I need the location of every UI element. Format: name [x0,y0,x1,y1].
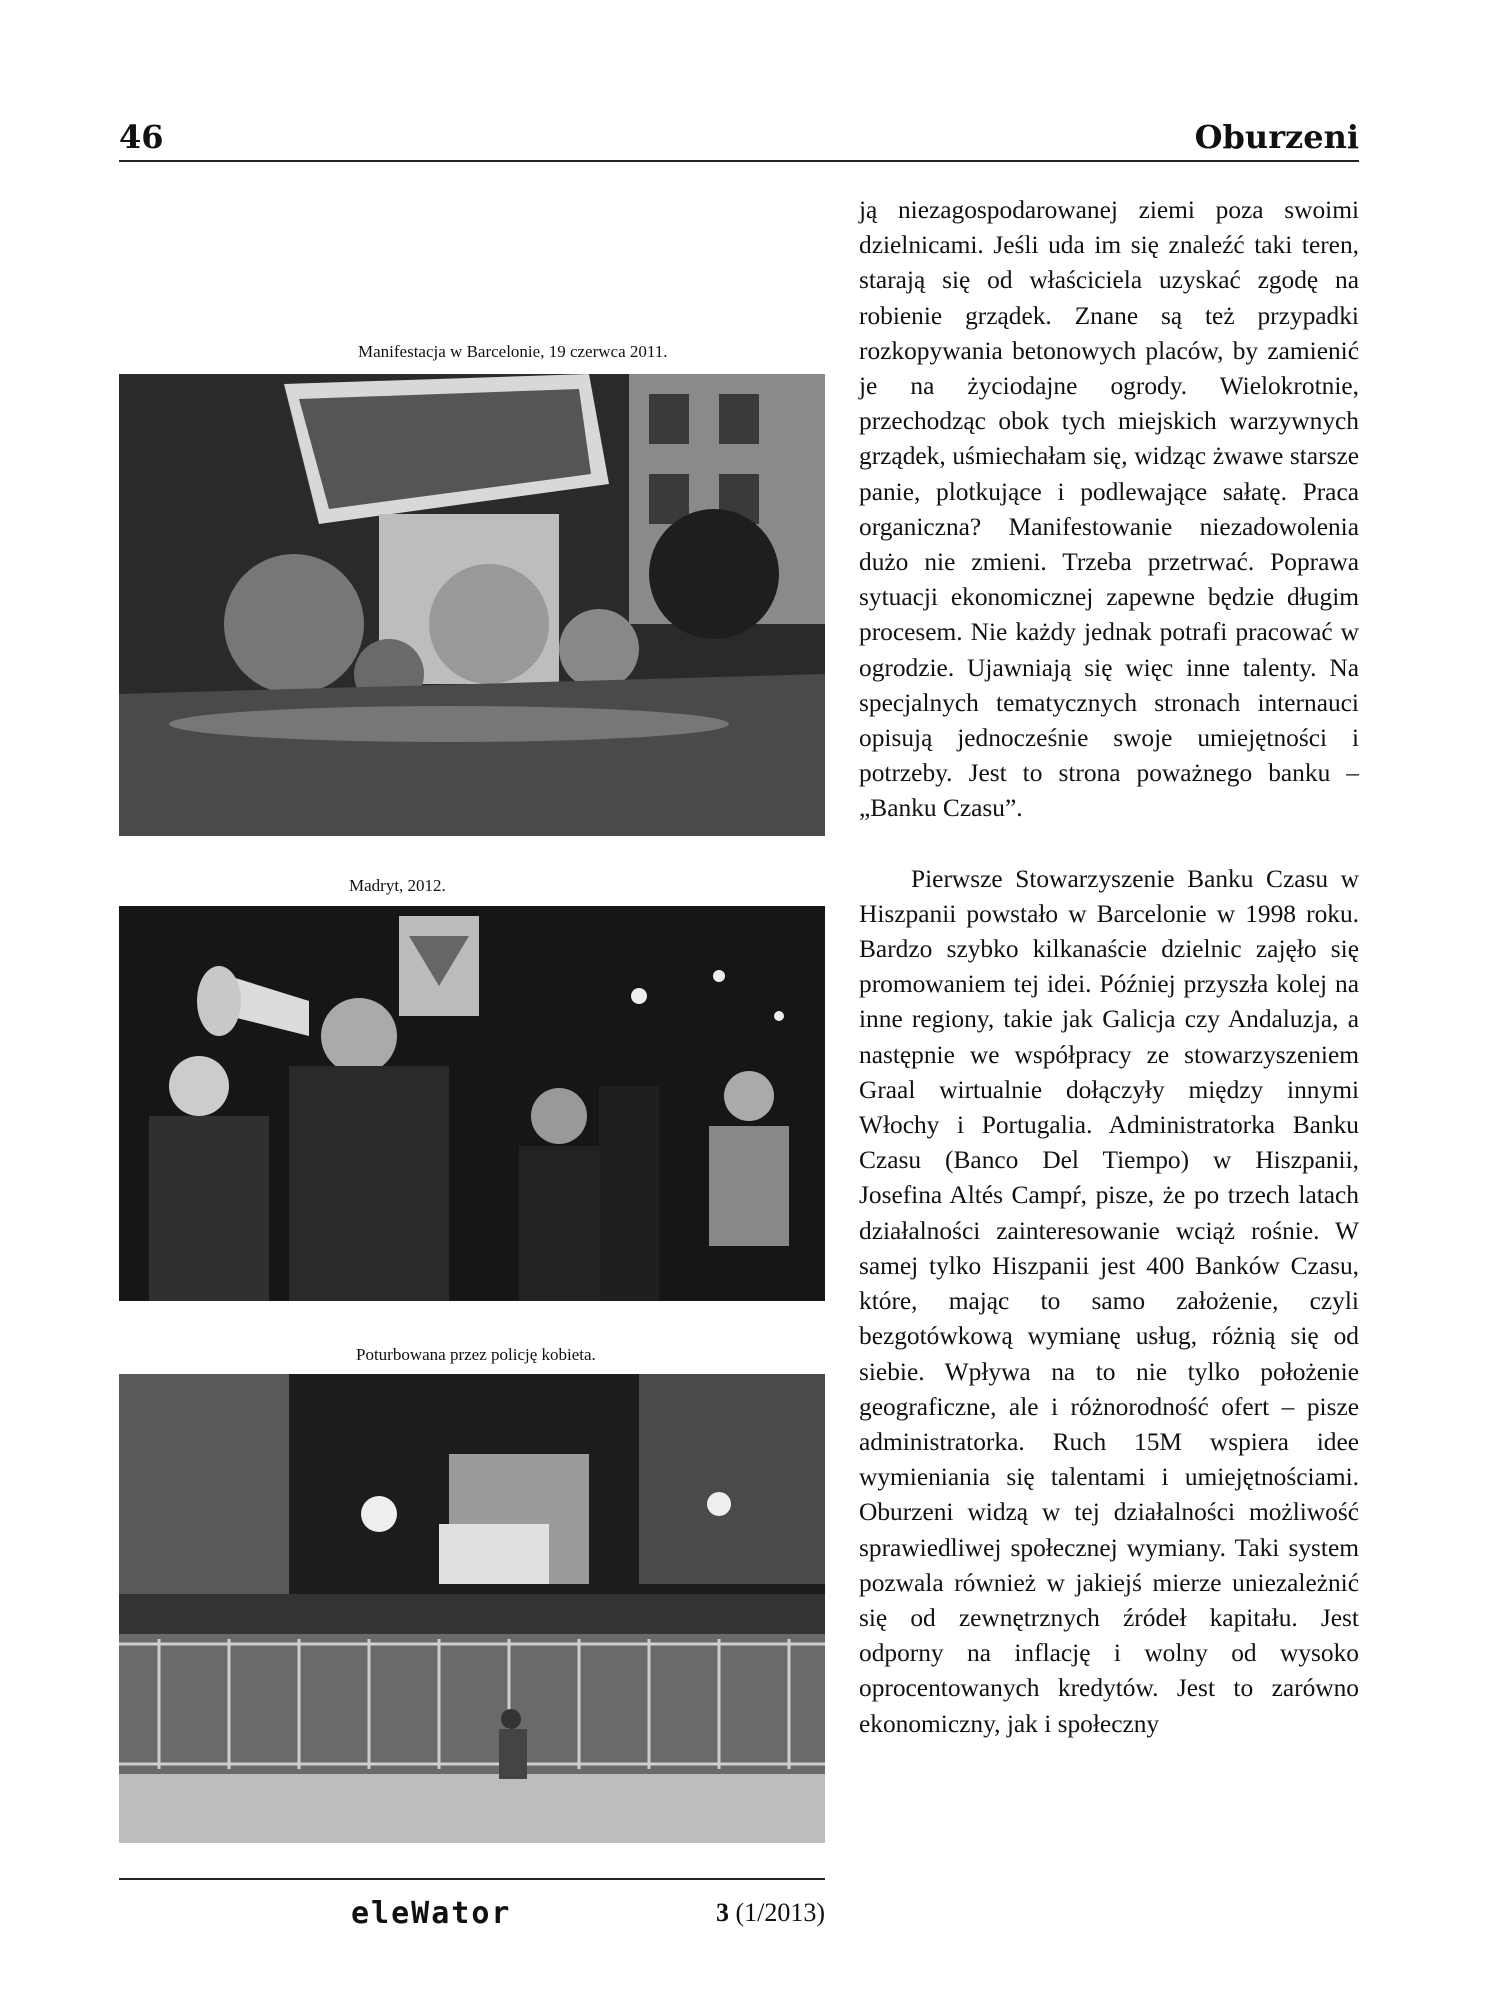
photo-madrid-protest [119,906,825,1301]
page-header [119,112,1359,162]
issue-number: 3 [715,1898,729,1927]
figure-caption-madrid: Madryt, 2012. [349,876,446,895]
article-paragraph-1: ją niezagospodarowanej ziemi poza swoimi dzielnicami. Jeśli uda im się znaleźć taki teren, starają się od właściciela uzyskać zgodę na robienie grządek. Znane są też przypadki rozkopywania betonowych placów, by zamienić je na życiodajne ogrody. Wielokrotnie, przechodząc obok tych miejskich warzywnych grządek, uśmiechałam się, widząc żwawe starsze panie, plotkujące i podlewające sałatę. Praca organiczna? Manifestowanie niezadowolenia dużo nie zmieni. Trzeba przetrwać. Poprawa sytuacji ekonomicznej zapewne będzie długim procesem. Nie każdy jednak potrafi pracować w ogrodzie. Ujawniają się więc inne talenty. Na specjalnych tematycznych stronach internauci opisują jednocześnie swoje umiejętności i potrzeby. Jest to strona poważnego banku – „Banku Czasu”. [859,196,1359,823]
page-footer [119,1878,825,1940]
figure-caption-barcelona: Manifestacja w Barcelonie, 19 czerwca 2011. [358,342,668,361]
section-title: Oburzeni [1194,118,1359,156]
photo-police-barrier [119,1374,825,1843]
issue-date: (1/2013) [735,1898,825,1927]
article-paragraph-2: Pierwsze Stowarzyszenie Banku Czasu w Hiszpanii powstało w Barcelonie w 1998 roku. Bardzo szybko kilkanaście dzielnic zajęło się promowaniem tej idei. Później przyszła kolej na inne regiony, takie jak Galicja czy Andaluzja, a następnie we współpracy ze stowarzyszeniem Graal wirtualnie dołączyły między innymi Włochy i Portugalia. Administratorka Banku Czasu (Banco Del Tiempo) w Hiszpanii, Josefina Altés Campŕ, pisze, że po trzech latach działalności zainteresowanie wciąż rośnie. W samej tylko Hiszpanii jest 400 Banków Czasu, które, mając to samo założenie, czyli bezgotówkową wymianę usług, różnią się od siebie. Wpływa na to nie tylko położenie geograficzne, ale i różnorodność ofert – pisze administratorka. Ruch 15M wspiera idee wymieniania się talentami i umiejętnościami. Oburzeni widzą w tej działalności możliwość sprawiedliwej społecznej wymiany. Taki system pozwala również w jakiejś mierze uniezależnić się od zewnętrznych źródeł kapitału. Jest odporny na inflację i wolny od wysoko oprocentowanych kredytów. Jest to zarówno ekonomiczny, jak i społeczny [859,864,1359,1738]
page-number: 46 [119,118,164,156]
photo-barcelona-protest [119,374,825,836]
article-body [859,193,1359,1742]
figure-caption-woman: Poturbowana przez policję kobieta. [356,1345,596,1364]
issue-info [716,1898,825,1928]
magazine-logo: eleWator [351,1896,512,1931]
